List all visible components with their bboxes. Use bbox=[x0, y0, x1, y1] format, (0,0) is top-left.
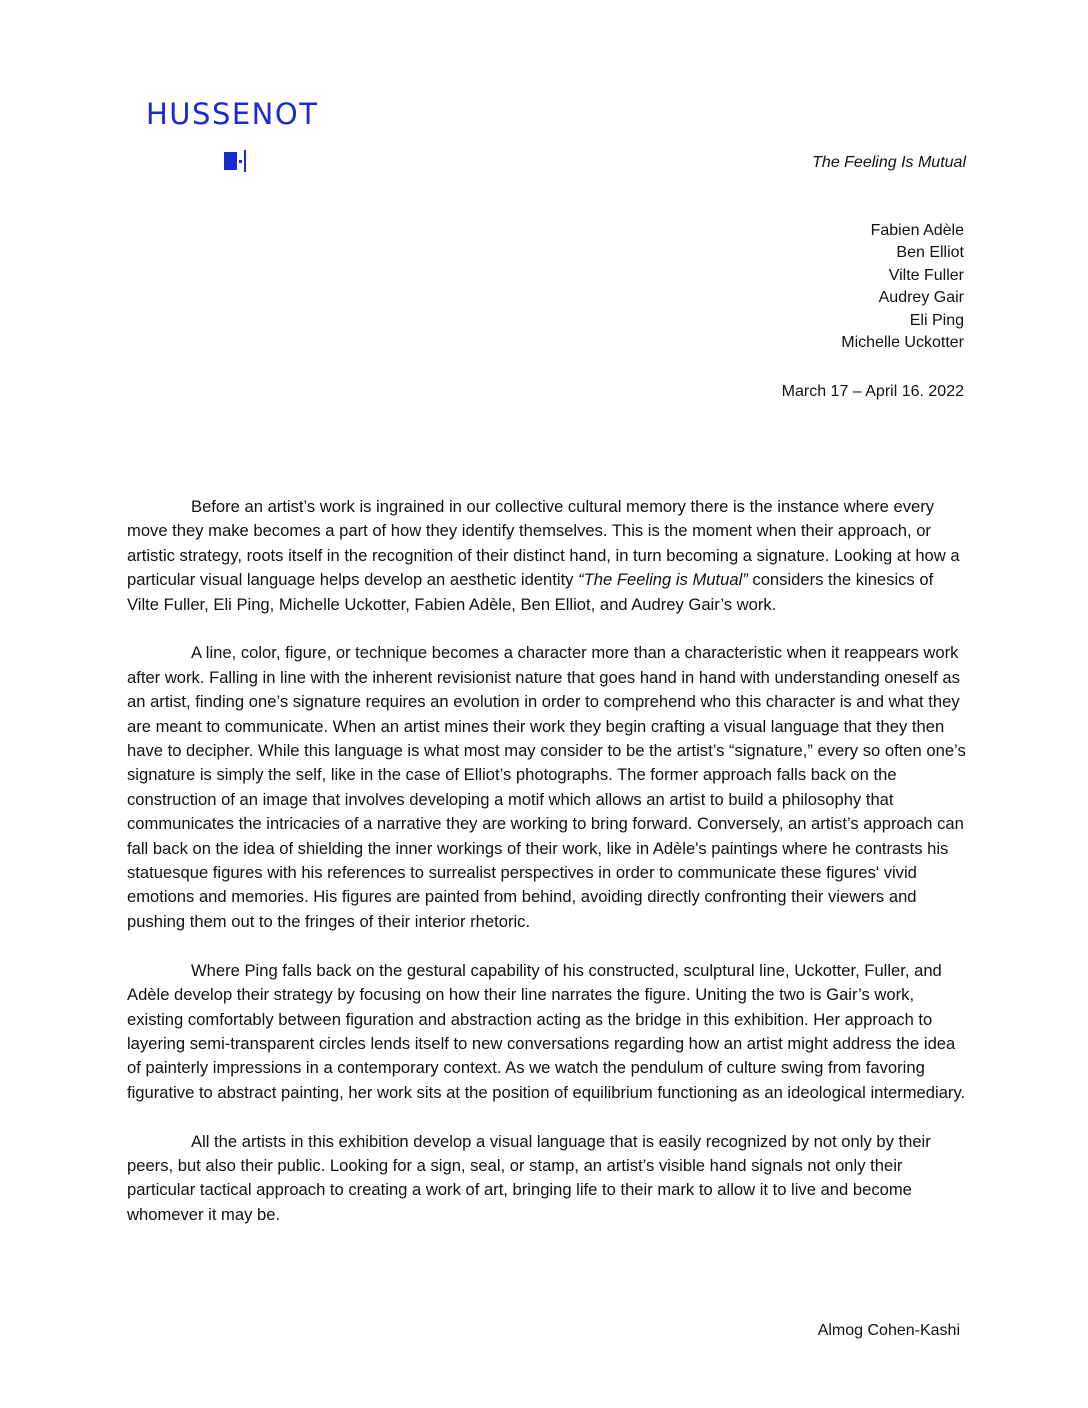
artist-name: Vilte Fuller bbox=[888, 266, 964, 284]
gallery-logo bbox=[146, 97, 346, 175]
artist-name: Ben Elliot bbox=[896, 244, 964, 262]
logo-wordmark: HUSSENOT bbox=[146, 97, 319, 131]
artist-name: Eli Ping bbox=[909, 311, 964, 329]
paragraph-4: All the artists in this exhibition develop a visual language that is easily recognized by not only by their peers, but also their public. Looking for a sign, seal, or stamp, an artist’s visible hand signals not only their particular tactical approach to creating a work of art, bringing life to their mark to allow it to live and become whomever it may be. bbox=[127, 1131, 931, 1224]
exhibition-dates: March 17 – April 16. 2022 bbox=[781, 383, 964, 400]
paragraph-1 bbox=[127, 495, 967, 617]
paragraph-1-text-b: considers the kinesics of Vilte Fuller, Eli Ping, Michelle Uckotter, Fabien Adèle, Ben Elliot, and Audrey Gair’s work. bbox=[127, 570, 934, 614]
artist-name: Michelle Uckotter bbox=[841, 334, 964, 352]
paragraph-3: Where Ping falls back on the gestural capability of his constructed, sculptural line, Uckotter, Fuller, and Adèle develop their strategy by focusing on how their line narrates the figure. Uniting the two is Gair’s work, existing comfortably between figuration and abstraction acting as the bridge in this exhibition. Her approach to layering semi-transparent circles lends itself to new conversations regarding how an artist might address the idea of painterly impressions in a contemporary context. As we watch the pendulum of culture swing from favoring figurative to abstract painting, her work sits at the position of equilibrium functioning as an ideological intermediary. bbox=[127, 960, 966, 1102]
author-name: Almog Cohen-Kashi bbox=[817, 1322, 960, 1339]
paragraph-1-text-a: Before an artist’s work is ingrained in our collective cultural memory there is the instance where every move they make becomes a part of how they identify themselves. This is the moment when their approach, or artistic strategy, roots itself in the recognition of their distinct hand, in turn becoming a signature. Looking at how a particular visual language helps develop an aesthetic identity bbox=[127, 497, 960, 590]
exhibition-title-inline: “The Feeling is Mutual” bbox=[578, 570, 748, 590]
artist-name: Fabien Adèle bbox=[870, 222, 964, 239]
artist-list bbox=[841, 220, 964, 354]
exhibition-title: The Feeling Is Mutual bbox=[812, 154, 966, 171]
logo-mark-icon bbox=[224, 150, 248, 172]
press-release-body bbox=[127, 495, 967, 1252]
paragraph-2: A line, color, figure, or technique becomes a character more than a characteristic when it reappears work after work. Falling in line with the inherent revisionist nature that goes hand in hand with understanding oneself as an artist, finding one’s signature requires an evolution in order to comprehend who this character is and what they are meant to communicate. When an artist mines their work they begin crafting a visual language that they then have to decipher. While this language is what most may consider to be the artist’s “signature,” every so often one’s signature is simply the self, like in the case of Elliot’s photographs. The former approach falls back on the construction of an image that involves developing a motif which allows an artist to build a philosophy that communicates the intricacies of a narrative they are working to bring forward. Conversely, an artist’s approach can fall back on the idea of shielding the inner workings of their work, like in Adèle's paintings where he contrasts his statuesque figures with his references to surrealist perspectives in order to communicate these figures' vivid emotions and memories. His figures are painted from behind, avoiding directly confronting their viewers and pushing them out to the fringes of their interior rhetoric. bbox=[127, 643, 966, 931]
artist-name: Audrey Gair bbox=[878, 289, 964, 307]
